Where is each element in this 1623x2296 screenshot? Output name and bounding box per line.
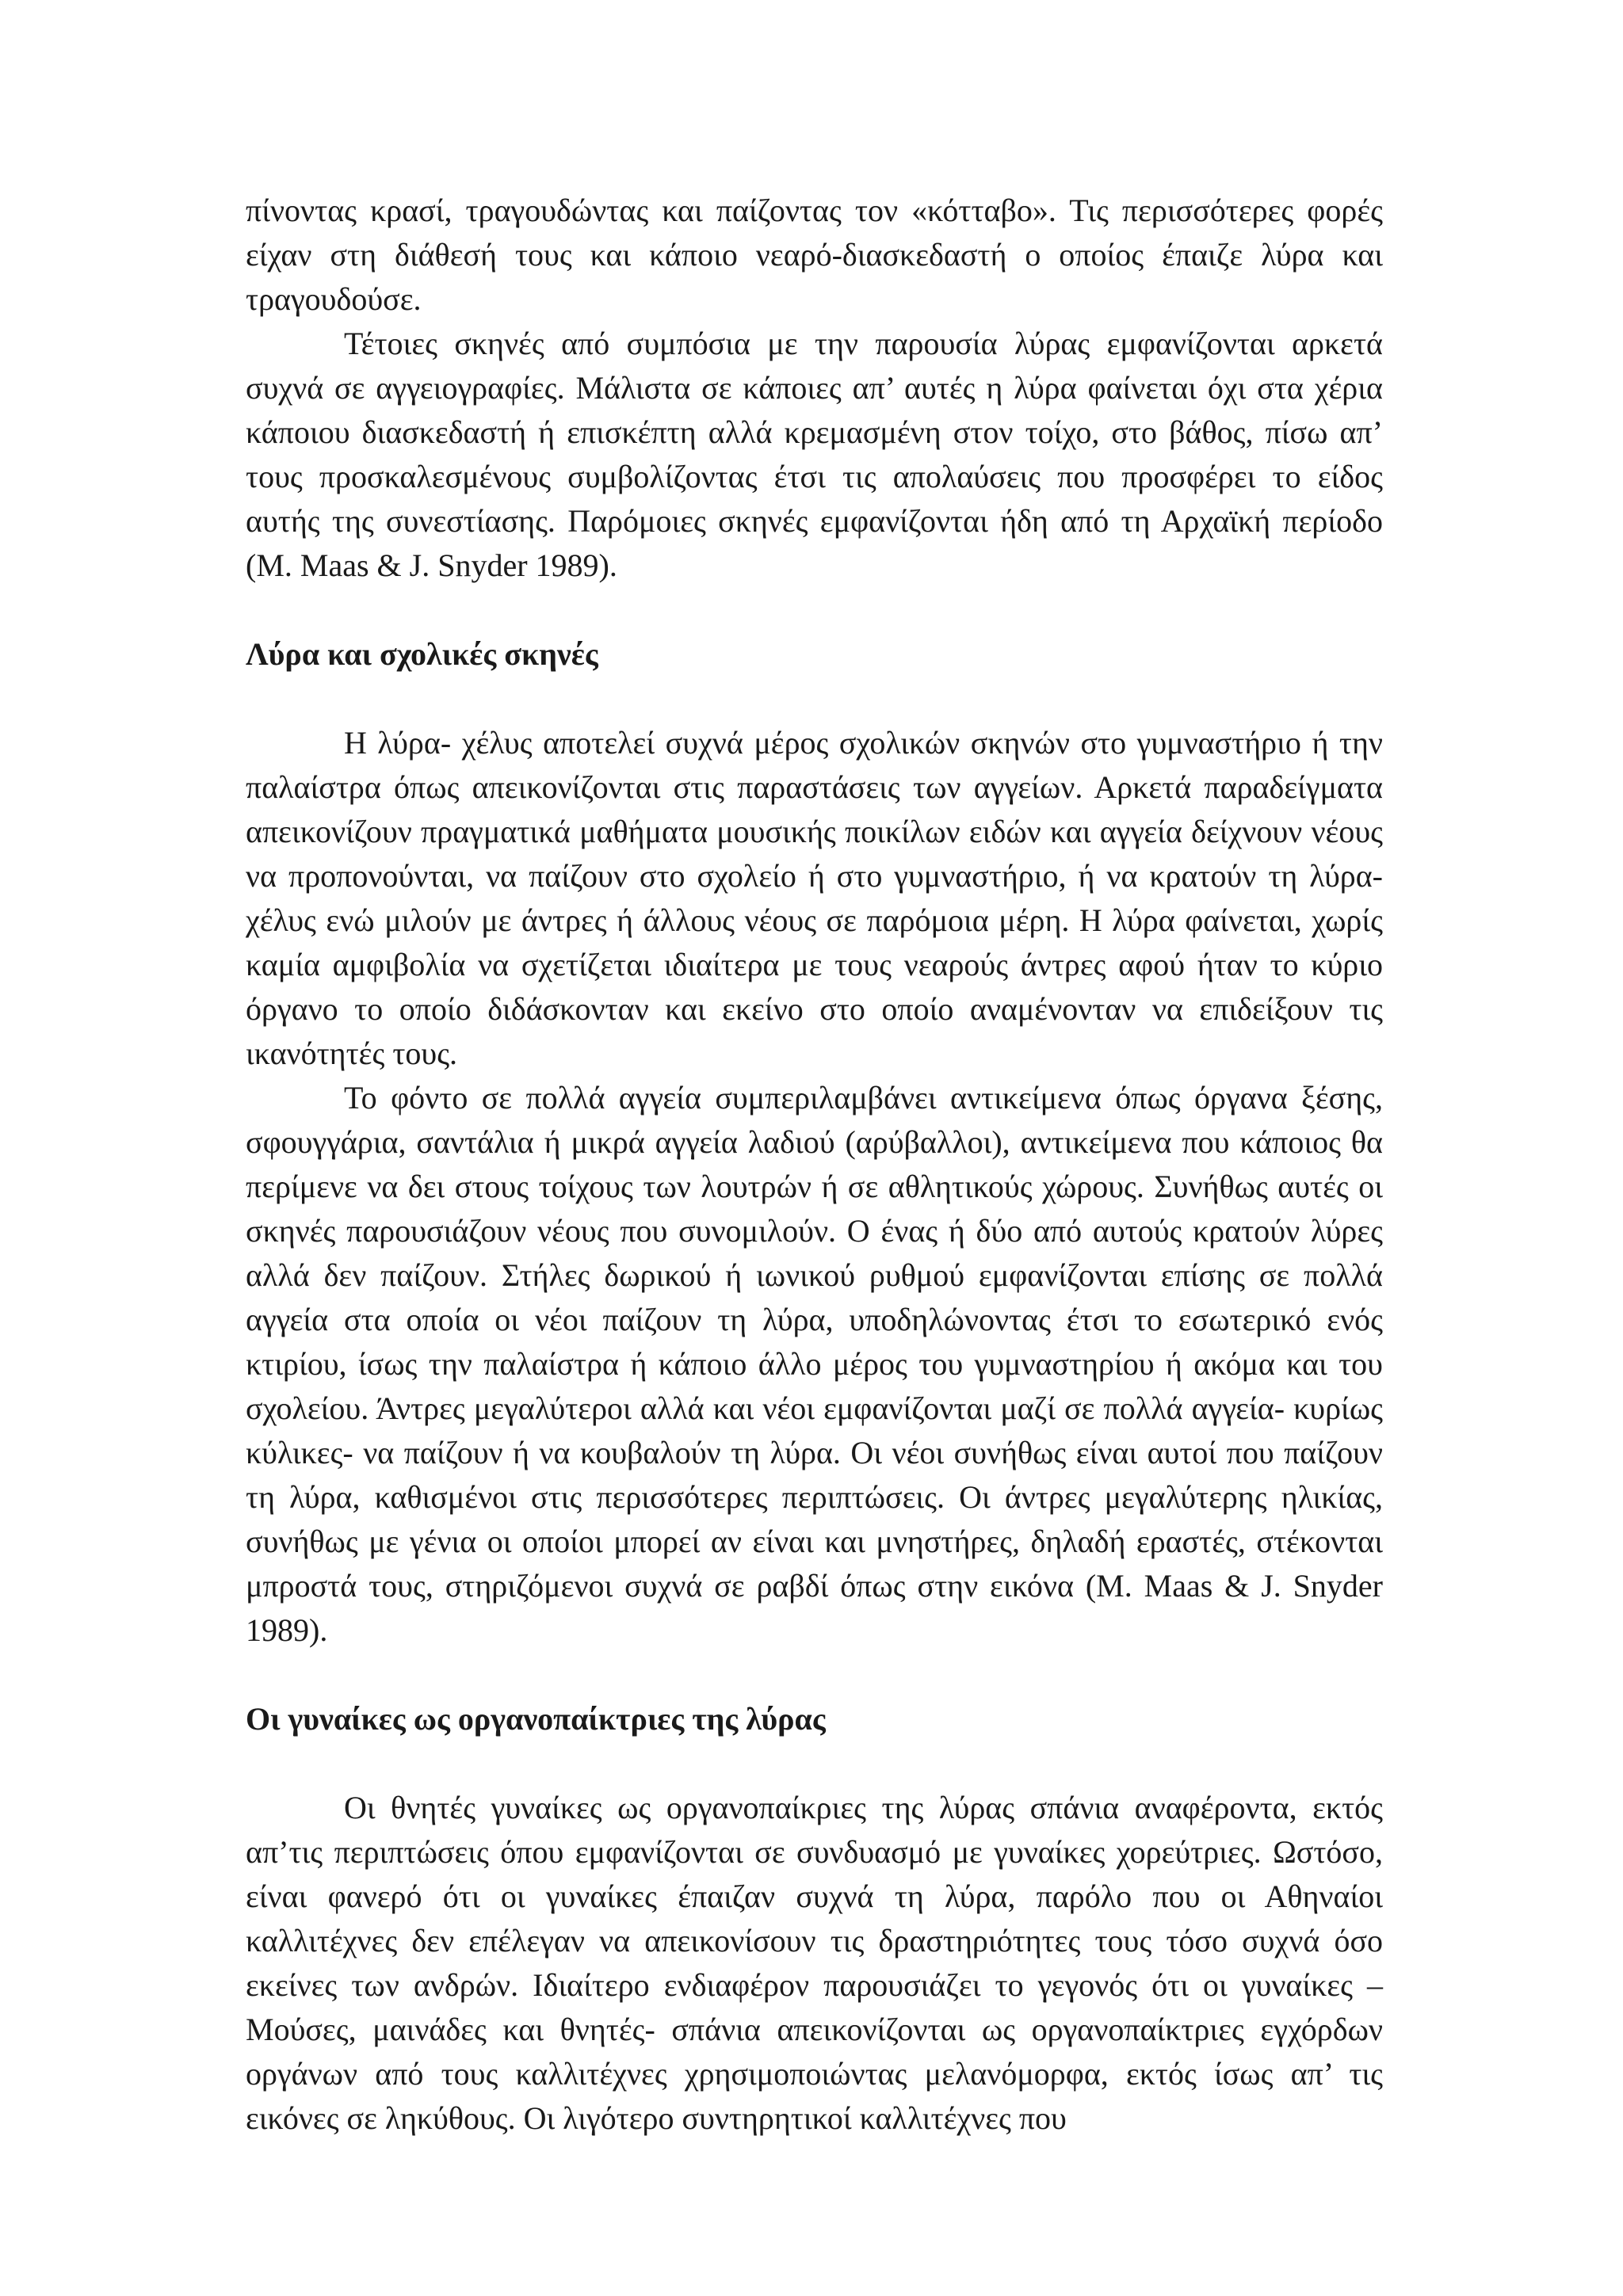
paragraph-symposium-scenes: Τέτοιες σκηνές από συμπόσια με την παρουσία λύρας εμφανίζονται αρκετά συχνά σε αγγειογραφίες. Μάλιστα σε κάποιες απ’ αυτές η λύρα φαίνεται όχι στα χέρια κάποιου διασκεδαστή ή επισκέπτη αλλά κρεμασμένη στον τοίχο, στο βάθος, πίσω απ’ τους προσκαλεσμένους συμβολίζοντας έτσι τις απολαύσεις που προσφέρει το είδος αυτής της συνεστίασης. Παρόμοιες σκηνές εμφανίζονται ήδη από τη Αρχαϊκή περίοδο (M. Maas & J. Snyder 1989).: [246, 326, 1383, 583]
paragraph-vase-background: Το φόντο σε πολλά αγγεία συμπεριλαμβάνει αντικείμενα όπως όργανα ξέσης, σφουγγάρια, σαντάλια ή μικρά αγγεία λαδιού (αρύβαλλοι), αντικείμενα που κάποιος θα περίμενε να δει στους τοίχους των λουτρών ή σε αθλητικούς χώρους. Συνήθως αυτές οι σκηνές παρουσιάζουν νέους που συνομιλούν. Ο ένας ή δύο από αυτούς κρατούν λύρες αλλά δεν παίζουν. Στήλες δωρικού ή ιωνικού ρυθμού εμφανίζονται επίσης σε πολλά αγγεία στα οποία οι νέοι παίζουν τη λύρα, υποδηλώνοντας έτσι το εσωτερικό ενός κτιρίου, ίσως την παλαίστρα ή κάποιο άλλο μέρος του γυμναστηρίου ή ακόμα και του σχολείου. Άντρες μεγαλύτεροι αλλά και νέοι εμφανίζονται μαζί σε πολλά αγγεία- κυρίως κύλικες- να παίζουν ή να κουβαλούν τη λύρα. Οι νέοι συνήθως είναι αυτοί που παίζουν τη λύρα, καθισμένοι στις περισσότερες περιπτώσεις. Οι άντρες μεγαλύτερης ηλικίας, συνήθως με γένια οι οποίοι μπορεί αν είναι και μνηστήρες, δηλαδή εραστές, στέκονται μπροστά τους, στηριζόμενοι συχνά σε ραβδί όπως στην εικόνα (M. Maas & J. Snyder 1989).: [246, 1080, 1383, 1648]
paragraph-continued: πίνοντας κρασί, τραγουδώντας και παίζοντας τον «κότταβο». Τις περισσότερες φορές είχαν στη διάθεσή τους και κάποιο νεαρό-διασκεδαστή ο οποίος έπαιζε λύρα και τραγουδούσε.: [246, 193, 1383, 317]
paragraph-lyre-school: Η λύρα- χέλυς αποτελεί συχνά μέρος σχολικών σκηνών στο γυμναστήριο ή την παλαίστρα όπως απεικονίζονται στις παραστάσεις των αγγείων. Αρκετά παραδείγματα απεικονίζουν πραγματικά μαθήματα μουσικής ποικίλων ειδών και αγγεία δείχνουν νέους να προπονούνται, να παίζουν στο σχολείο ή στο γυμναστήριο, ή να κρατούν τη λύρα- χέλυς ενώ μιλούν με άντρες ή άλλους νέους σε παρόμοια μέρη. Η λύρα φαίνεται, χωρίς καμία αμφιβολία να σχετίζεται ιδιαίτερα με τους νεαρούς άντρες αφού ήταν το κύριο όργανο το οποίο διδάσκονταν και εκείνο στο οποίο αναμένονταν να επιδείξουν τις ικανότητές τους.: [246, 725, 1383, 1071]
section-heading-school-scenes: Λύρα και σχολικές σκηνές: [246, 636, 598, 672]
section-heading-women-players: Οι γυναίκες ως οργανοπαίκτριες της λύρας: [246, 1701, 826, 1737]
paragraph-women-lyre: Οι θνητές γυναίκες ως οργανοπαίκριες της λύρας σπάνια αναφέροντα, εκτός απ’τις περιπτώσεις όπου εμφανίζονται σε συνδυασμό με γυναίκες χορεύτριες. Ωστόσο, είναι φανερό ότι οι γυναίκες έπαιζαν συχνά τη λύρα, παρόλο που οι Αθηναίοι καλλιτέχνες δεν επέλεγαν να απεικονίσουν τις δραστηριότητες τους τόσο συχνά όσο εκείνες των ανδρών. Ιδιαίτερο ενδιαφέρον παρουσιάζει το γεγονός ότι οι γυναίκες – Μούσες, μαινάδες και θνητές- σπάνια απεικονίζονται ως οργανοπαίκτριες εγχόρδων οργάνων από τους καλλιτέχνες χρησιμοποιώντας μελανόμορφα, εκτός ίσως απ’ τις εικόνες σε ληκύθους. Οι λιγότερο συντηρητικοί καλλιτέχνες που: [246, 1790, 1383, 2136]
document-page: [246, 189, 1383, 2141]
